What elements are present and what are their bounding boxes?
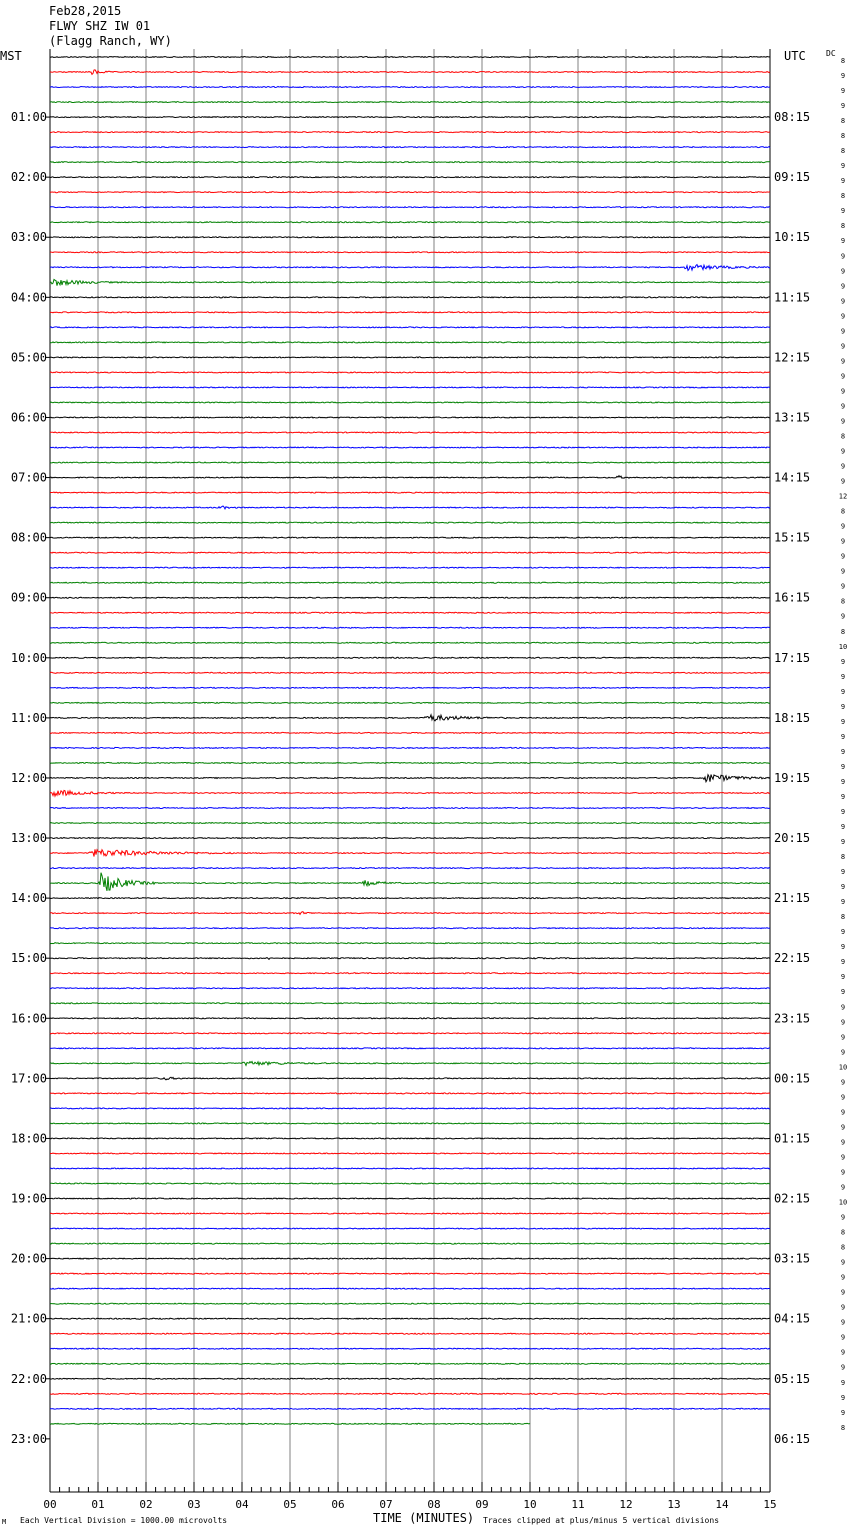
dc-offset-label: 9 <box>840 552 846 561</box>
trace-line <box>50 342 770 343</box>
trace-line <box>50 312 770 313</box>
left-hour-label: 09:00 <box>10 590 47 605</box>
trace-line <box>50 873 770 891</box>
dc-offset-label: 9 <box>840 1048 846 1057</box>
dc-offset-label: 8 <box>840 222 846 231</box>
x-tick-label: 00 <box>43 1498 57 1511</box>
dc-offset-label: 9 <box>840 522 846 531</box>
dc-offset-label: 9 <box>840 1123 846 1132</box>
dc-offset-label: 8 <box>840 853 846 862</box>
right-hour-label: 04:15 <box>774 1311 811 1326</box>
trace-line <box>50 1168 770 1169</box>
dc-offset-label: 8 <box>840 507 846 516</box>
x-tick-label: 07 <box>379 1498 393 1511</box>
dc-offset-label: 9 <box>840 1393 846 1402</box>
left-hour-label: 13:00 <box>10 831 47 846</box>
dc-offset-label: 9 <box>840 102 846 111</box>
dc-offset-label: 9 <box>840 207 846 216</box>
trace-line <box>50 1333 770 1334</box>
dc-offset-label: 10 <box>838 1198 848 1207</box>
dc-offset-label: 9 <box>840 312 846 321</box>
trace-line <box>50 1153 770 1154</box>
trace-line <box>50 672 770 673</box>
dc-offset-label: 9 <box>840 252 846 261</box>
trace-line <box>50 1378 770 1379</box>
left-hour-label: 17:00 <box>10 1071 47 1086</box>
trace-line <box>50 237 770 238</box>
trace-line <box>50 417 770 418</box>
trace-line <box>50 57 770 58</box>
dc-offset-label: 9 <box>840 567 846 576</box>
left-hour-label: 14:00 <box>10 891 47 906</box>
dc-offset-label: 9 <box>840 1288 846 1297</box>
x-axis-title: TIME (MINUTES) <box>373 1511 475 1525</box>
dc-offset-label: 8 <box>840 1228 846 1237</box>
clip-note: Traces clipped at plus/minus 5 vertical divisions <box>483 1516 720 1525</box>
dc-offset-label: 9 <box>840 1318 846 1327</box>
trace-line <box>50 597 770 598</box>
dc-offset-label: 9 <box>840 1333 846 1342</box>
dc-offset-label: 9 <box>840 898 846 907</box>
right-hour-label: 19:15 <box>774 770 811 785</box>
dc-offset-label: 9 <box>840 87 846 96</box>
trace-line <box>50 357 770 358</box>
dc-offset-label: 9 <box>840 1213 846 1222</box>
trace-line <box>50 928 770 929</box>
trace-line <box>50 87 770 88</box>
dc-offset-label: 9 <box>840 357 846 366</box>
dc-offset-label: 9 <box>840 1138 846 1147</box>
dc-offset-label: 9 <box>840 1378 846 1387</box>
dc-offset-label: 8 <box>840 1243 846 1252</box>
x-tick-label: 03 <box>187 1498 201 1511</box>
dc-offset-label: 9 <box>840 387 846 396</box>
dc-offset-label: 9 <box>840 1153 846 1162</box>
dc-offset-label: 9 <box>840 537 846 546</box>
dc-offset-label: 9 <box>840 327 846 336</box>
dc-offset-label: 9 <box>840 973 846 982</box>
dc-offset-label: 9 <box>840 808 846 816</box>
trace-line <box>50 912 770 915</box>
trace-line <box>50 222 770 223</box>
trace-line <box>50 747 770 748</box>
trace-line <box>50 943 770 944</box>
trace-line <box>50 117 770 118</box>
right-hour-label: 00:15 <box>774 1071 811 1086</box>
left-hour-label: 21:00 <box>10 1311 47 1326</box>
trace-line <box>50 702 770 703</box>
trace-line <box>50 790 770 796</box>
right-hour-label: 16:15 <box>774 590 811 605</box>
dc-offset-label: 9 <box>840 462 846 471</box>
x-tick-label: 15 <box>763 1498 777 1511</box>
right-hour-label: 11:15 <box>774 290 811 305</box>
dc-offset-label: 9 <box>840 747 846 756</box>
trace-line <box>50 1003 770 1004</box>
dc-offset-label: 8 <box>840 192 846 201</box>
right-hour-label: 20:15 <box>774 831 811 846</box>
station-label: FLWY SHZ IW 01 <box>49 19 151 33</box>
dc-offset-label: 8 <box>840 597 846 606</box>
dc-offset-label: 9 <box>840 943 846 952</box>
dc-offset-label: 9 <box>840 342 846 351</box>
trace-line <box>50 462 770 463</box>
dc-offset-label: 9 <box>840 1408 846 1417</box>
trace-line <box>50 1408 770 1409</box>
trace-line <box>50 958 770 960</box>
trace-line <box>50 1108 770 1109</box>
dc-offset-label: 9 <box>840 267 846 276</box>
trace-line <box>50 1348 770 1349</box>
left-hour-label: 12:00 <box>10 770 47 785</box>
left-hour-label: 06:00 <box>10 410 47 425</box>
trace-line <box>50 102 770 103</box>
x-tick-label: 05 <box>283 1498 297 1511</box>
trace-line <box>50 280 770 286</box>
trace-line <box>50 537 770 538</box>
right-hour-label: 13:15 <box>774 410 811 425</box>
trace-line <box>50 522 770 523</box>
trace-line <box>50 898 770 899</box>
trace-line <box>50 1288 770 1289</box>
trace-line <box>50 1198 770 1199</box>
trace-line <box>50 823 770 824</box>
dc-offset-label: 9 <box>840 237 846 246</box>
right-hour-label: 02:15 <box>774 1191 811 1206</box>
trace-line <box>50 1077 770 1080</box>
dc-offset-label: 9 <box>840 762 846 771</box>
trace-line <box>50 1273 770 1274</box>
dc-offset-label: 9 <box>840 1303 846 1312</box>
trace-line <box>50 1318 770 1319</box>
trace-line <box>50 775 770 782</box>
right-hour-label: 17:15 <box>774 650 811 665</box>
right-hour-label: 03:15 <box>774 1251 811 1266</box>
trace-line <box>50 808 770 809</box>
right-hour-label: 06:15 <box>774 1431 811 1446</box>
right-hour-label: 14:15 <box>774 470 811 485</box>
x-tick-label: 10 <box>523 1498 537 1511</box>
dc-offset-label: 9 <box>840 1108 846 1117</box>
left-hour-label: 20:00 <box>10 1251 47 1266</box>
trace-line <box>50 132 770 133</box>
trace-line <box>50 1123 770 1124</box>
left-hour-label: 05:00 <box>10 350 47 365</box>
dc-offset-label: 9 <box>840 162 846 171</box>
dc-offset-label: 9 <box>840 1078 846 1087</box>
dc-offset-label: 9 <box>840 1093 846 1102</box>
dc-offset-label: 9 <box>840 792 846 801</box>
trace-line <box>50 642 770 643</box>
right-hour-label: 21:15 <box>774 891 811 906</box>
trace-line <box>50 582 770 583</box>
trace-line <box>50 252 770 253</box>
dc-offset-label: 9 <box>840 1273 846 1282</box>
left-hour-label: 19:00 <box>10 1191 47 1206</box>
dc-offset-label: 9 <box>840 717 846 726</box>
corner-mark: M <box>2 1518 7 1526</box>
dc-offset-label: 9 <box>840 1183 846 1192</box>
trace-line <box>50 1243 770 1244</box>
trace-line <box>50 1363 770 1364</box>
dc-offset-label: 8 <box>840 57 846 65</box>
x-tick-label: 01 <box>91 1498 105 1511</box>
right-hour-label: 15:15 <box>774 530 811 545</box>
left-hour-label: 11:00 <box>10 710 47 725</box>
trace-line <box>50 447 770 448</box>
dc-offset-label: 9 <box>840 883 846 892</box>
dc-offset-label: 9 <box>840 612 846 621</box>
trace-line <box>50 297 770 298</box>
right-hour-label: 12:15 <box>774 350 811 365</box>
trace-line <box>50 612 770 613</box>
left-hour-label: 10:00 <box>10 650 47 665</box>
dc-offset-label: 12 <box>838 492 848 501</box>
x-tick-label: 02 <box>139 1498 153 1511</box>
trace-line <box>50 1138 770 1139</box>
dc-offset-label: 9 <box>840 477 846 486</box>
left-hour-label: 07:00 <box>10 470 47 485</box>
trace-line <box>50 627 770 628</box>
trace-line <box>50 1093 770 1094</box>
dc-offset-label: 9 <box>840 372 846 381</box>
dc-offset-label: 8 <box>840 913 846 922</box>
dc-offset-label: 9 <box>840 1003 846 1012</box>
dc-offset-label: 9 <box>840 777 846 786</box>
location-label: (Flagg Ranch, WY) <box>49 34 172 48</box>
trace-line <box>50 732 770 733</box>
left-hour-label: 23:00 <box>10 1431 47 1446</box>
trace-line <box>50 849 770 856</box>
trace-line <box>50 432 770 433</box>
trace-line <box>50 207 770 208</box>
dc-offset-label: 9 <box>840 657 846 666</box>
left-hour-label: 18:00 <box>10 1131 47 1146</box>
trace-line <box>50 1393 770 1394</box>
date-label: Feb28,2015 <box>49 4 122 18</box>
dc-offset-label: 9 <box>840 702 846 711</box>
x-tick-label: 14 <box>715 1498 729 1511</box>
right-hour-label: 08:15 <box>774 110 811 125</box>
dc-offset-label: 9 <box>840 732 846 741</box>
trace-line <box>50 1303 770 1304</box>
dc-offset-label: 9 <box>840 1258 846 1267</box>
dc-offset-label: 8 <box>840 147 846 156</box>
trace-line <box>50 70 770 75</box>
left-hour-label: 04:00 <box>10 290 47 305</box>
dc-column-header: DC <box>826 49 836 58</box>
dc-offset-label: 9 <box>840 1033 846 1042</box>
left-hour-label: 03:00 <box>10 230 47 245</box>
dc-offset-label: 8 <box>840 627 846 636</box>
trace-line <box>50 177 770 178</box>
dc-offset-label: 9 <box>840 928 846 937</box>
trace-line <box>50 687 770 688</box>
left-hour-label: 15:00 <box>10 951 47 966</box>
dc-offset-label: 9 <box>840 672 846 681</box>
scale-note: Each Vertical Division = 1000.00 microvolts <box>20 1516 228 1525</box>
trace-line <box>50 492 770 493</box>
right-hour-label: 18:15 <box>774 710 811 725</box>
trace-line <box>50 838 770 839</box>
dc-offset-label: 9 <box>840 297 846 306</box>
dc-offset-label: 9 <box>840 838 846 847</box>
trace-line <box>50 1183 770 1184</box>
dc-offset-label: 9 <box>840 1018 846 1027</box>
dc-offset-label: 9 <box>840 687 846 696</box>
x-tick-label: 06 <box>331 1498 345 1511</box>
trace-line <box>50 657 770 658</box>
dc-offset-label: 9 <box>840 447 846 456</box>
trace-line <box>50 1048 770 1049</box>
x-tick-label: 12 <box>619 1498 633 1511</box>
right-timezone-label: UTC <box>784 49 806 63</box>
left-hour-label: 01:00 <box>10 110 47 125</box>
trace-line <box>50 506 770 509</box>
trace-line <box>50 476 770 479</box>
trace-line <box>50 1033 770 1034</box>
left-hour-label: 16:00 <box>10 1011 47 1026</box>
trace-line <box>50 1018 770 1019</box>
dc-offset-label: 9 <box>840 402 846 411</box>
right-hour-label: 09:15 <box>774 170 811 185</box>
trace-line <box>50 1228 770 1229</box>
trace-line <box>50 387 770 388</box>
dc-offset-label: 9 <box>840 823 846 832</box>
trace-line <box>50 327 770 328</box>
trace-line <box>50 868 770 869</box>
left-hour-label: 02:00 <box>10 170 47 185</box>
trace-line <box>50 567 770 568</box>
x-tick-label: 11 <box>571 1498 585 1511</box>
dc-offset-label: 9 <box>840 1348 846 1357</box>
left-hour-label: 08:00 <box>10 530 47 545</box>
dc-offset-label: 9 <box>840 1168 846 1177</box>
dc-offset-label: 8 <box>840 432 846 441</box>
trace-line <box>50 715 770 721</box>
dc-offset-label: 9 <box>840 958 846 967</box>
x-tick-label: 04 <box>235 1498 249 1511</box>
trace-line <box>50 192 770 193</box>
dc-offset-label: 9 <box>840 1363 846 1372</box>
dc-offset-label: 8 <box>840 117 846 126</box>
trace-line <box>50 162 770 163</box>
trace-line <box>50 1258 770 1259</box>
dc-offset-label: 8 <box>840 132 846 141</box>
x-tick-label: 08 <box>427 1498 441 1511</box>
left-hour-label: 22:00 <box>10 1371 47 1386</box>
right-hour-label: 22:15 <box>774 951 811 966</box>
trace-line <box>50 147 770 148</box>
dc-offset-label: 9 <box>840 177 846 186</box>
dc-offset-label: 9 <box>840 582 846 591</box>
dc-offset-label: 9 <box>840 282 846 291</box>
trace-line <box>50 372 770 373</box>
dc-offset-label: 9 <box>840 868 846 877</box>
trace-line <box>50 762 770 763</box>
trace-line <box>50 402 770 403</box>
dc-offset-label: 9 <box>840 417 846 426</box>
x-tick-label: 13 <box>667 1498 681 1511</box>
trace-line <box>50 988 770 989</box>
trace-line <box>50 1213 770 1214</box>
right-hour-label: 01:15 <box>774 1131 811 1146</box>
right-hour-label: 10:15 <box>774 230 811 245</box>
dc-offset-label: 10 <box>838 1063 848 1072</box>
right-hour-label: 05:15 <box>774 1371 811 1386</box>
dc-offset-label: 10 <box>838 642 848 651</box>
trace-line <box>50 265 770 271</box>
dc-offset-label: 9 <box>840 988 846 997</box>
dc-offset-label: 9 <box>840 72 846 81</box>
trace-line <box>50 552 770 553</box>
trace-line <box>50 1062 770 1066</box>
right-hour-label: 23:15 <box>774 1011 811 1026</box>
left-timezone-label: MST <box>0 49 22 63</box>
x-tick-label: 09 <box>475 1498 489 1511</box>
dc-offset-label: 8 <box>840 1423 846 1432</box>
trace-line <box>50 973 770 974</box>
